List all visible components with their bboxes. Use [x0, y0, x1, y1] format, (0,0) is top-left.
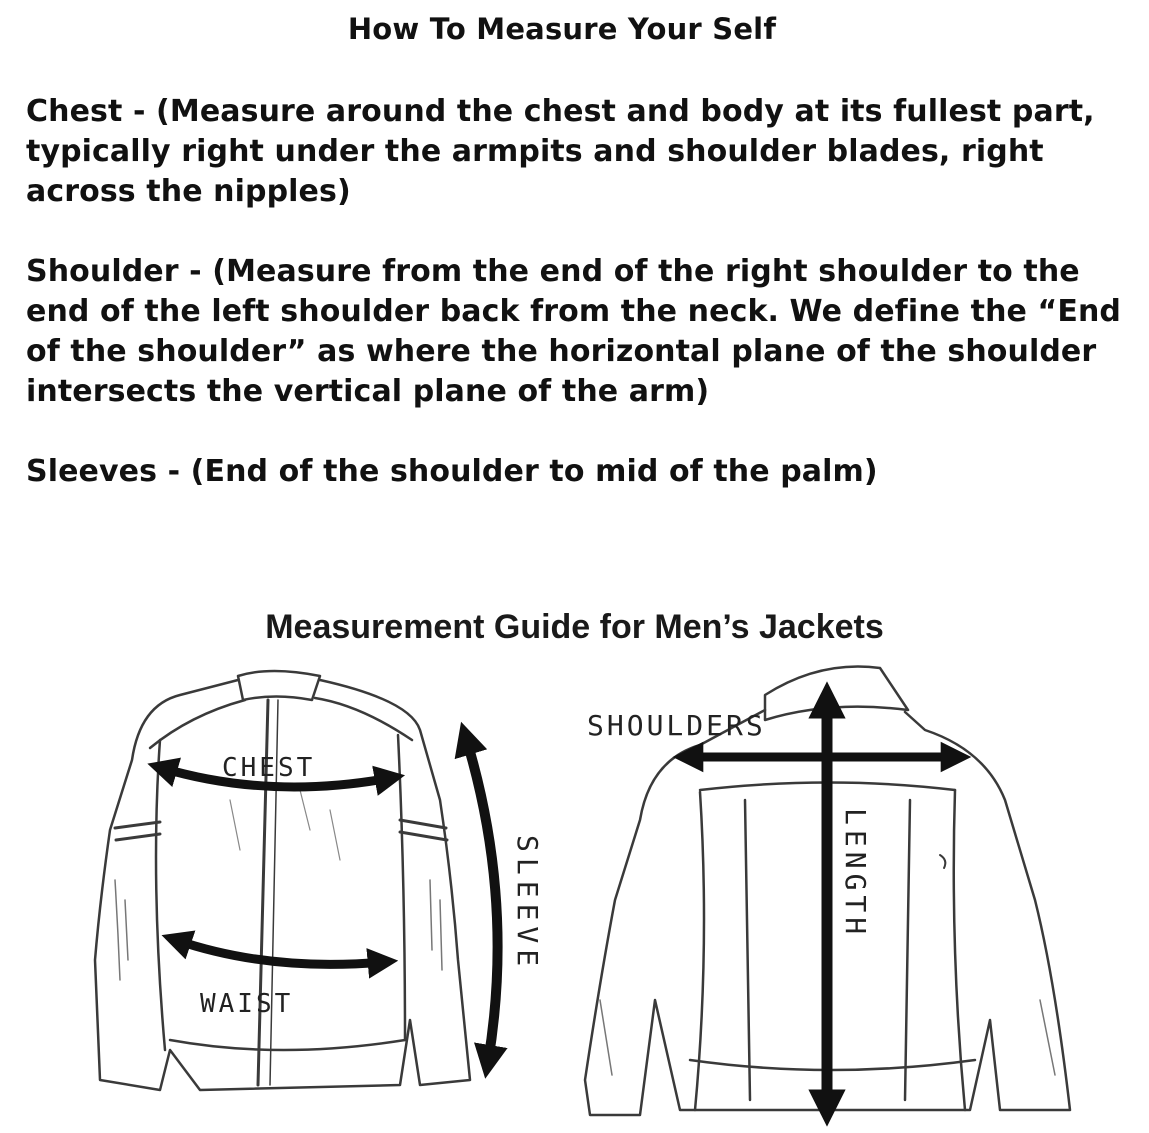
front-jacket-drawing	[95, 671, 470, 1090]
waist-label: WAIST	[200, 989, 294, 1019]
page-title: How To Measure Your Self	[347, 12, 777, 46]
measurement-guide-title: Measurement Guide for Men’s Jackets	[265, 608, 884, 646]
chest-label: CHEST	[222, 753, 316, 783]
sleeve-arrow	[466, 738, 498, 1062]
shoulder-instruction: Shoulder - (Measure from the end of the right shoulder to the end of the left shoulder back from the neck. We define the “End of the shoulder” as where the horizontal plane of the shoulder intersects the vertical plane of the arm)	[26, 254, 1121, 409]
chest-instruction: Chest - (Measure around the chest and body at its fullest part, typically right under the armpits and shoulder blades, right across the nipples)	[26, 94, 1095, 209]
sleeves-instruction: Sleeves - (End of the shoulder to mid of the palm)	[26, 454, 878, 489]
sleeve-label: SLEEVE	[511, 835, 544, 973]
length-label: LENGTH	[839, 808, 872, 940]
shoulders-label: SHOULDERS	[587, 709, 766, 742]
jacket-illustration	[0, 640, 1149, 1133]
waist-arrow	[176, 940, 383, 964]
